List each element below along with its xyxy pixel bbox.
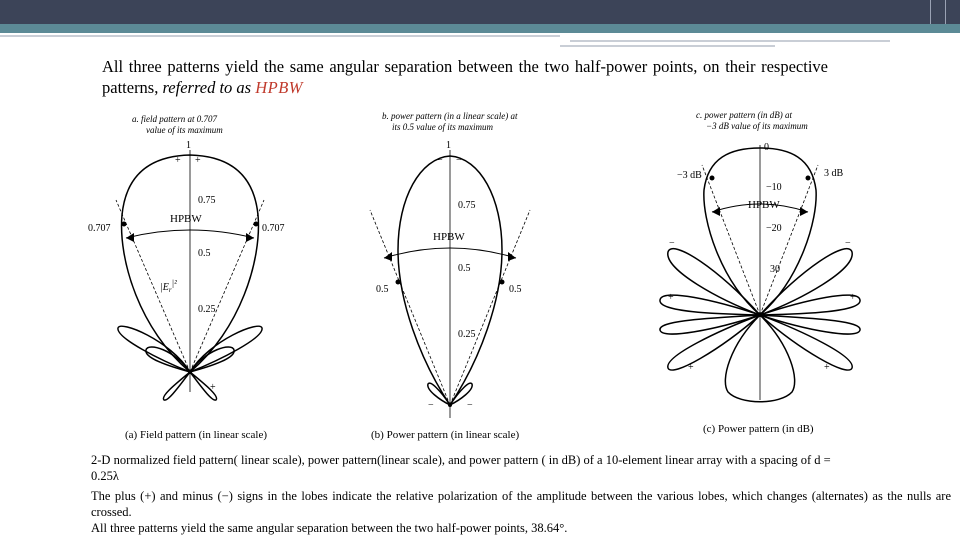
- title-text: All three patterns yield the same angular separation between the two half-power points, on their respective patterns,: [102, 57, 828, 97]
- panel-c-sign: +: [668, 292, 674, 303]
- title-italic: referred to as: [162, 78, 252, 97]
- panel-b-sign: −: [437, 155, 443, 166]
- panel-c-ring-label: −20: [766, 223, 782, 234]
- figure-notes: [91, 452, 951, 536]
- panel-b-subtitle-line2: its 0.5 value of its maximum: [392, 122, 493, 132]
- panel-a-diagram: [116, 150, 264, 400]
- panel-a-caption: (a) Field pattern (in linear scale): [125, 429, 268, 441]
- panel-b-origin: [448, 403, 452, 407]
- note-polarization: The plus (+) and minus (−) signs in the lobes indicate the relative polarization of the amplitude between the various lobes, which changes (alternates) as the nulls are crossed.: [91, 489, 951, 519]
- panel-a-beam-line: [190, 200, 264, 372]
- panel-c-hpbw-label: HPBW: [748, 199, 780, 211]
- panel-a-ring-label: 0.75: [198, 195, 216, 206]
- panel-c-side-lobe: [668, 315, 760, 370]
- panel-b-subtitle-line1: b. power pattern (in a linear scale) at: [382, 111, 518, 121]
- note-hpbw: All three patterns yield the same angular separation between the two half-power points, 38.64°.: [91, 521, 568, 535]
- panel-c-arrowhead: [712, 207, 720, 216]
- note-description: 2-D normalized field pattern( linear scale), power pattern(linear scale), and power pattern ( in dB) of a 10-element linear array with a spacing of d = 0.25λ: [91, 453, 831, 483]
- panel-a-top-value: 1: [186, 140, 191, 151]
- panel-a-ring-label: 0.25: [198, 304, 216, 315]
- panel-b-ring-label: 0.25: [458, 329, 476, 340]
- panel-c-side-lobe: [760, 315, 852, 370]
- panel-c-subtitle-line1: c. power pattern (in dB) at: [696, 110, 792, 120]
- panel-b-arrowhead: [508, 252, 516, 261]
- panel-c-side-lobe: [668, 249, 760, 315]
- panel-a-ring-label: 0.5: [198, 248, 211, 259]
- panel-b-hp-point: [396, 280, 401, 285]
- panel-c-sign: +: [688, 362, 694, 373]
- panel-c-ring-label: −10: [766, 182, 782, 193]
- panel-a-sign: +: [195, 155, 201, 166]
- panel-a-side-lobe: [190, 326, 262, 372]
- panel-a-arrowhead: [126, 233, 134, 242]
- panel-c-sign: +: [850, 292, 856, 303]
- panel-c-hp-point: [806, 176, 811, 181]
- panel-c-sign: −: [845, 238, 851, 249]
- panel-b-arrowhead: [384, 252, 392, 261]
- panel-a-subtitle-line2: value of its maximum: [146, 125, 223, 135]
- panel-a-field-label: $|E_r|^2$: [160, 278, 177, 294]
- panel-c-sign: +: [824, 362, 830, 373]
- panel-b-hp-label: 0.5: [509, 284, 522, 295]
- panel-c-sign: −: [669, 238, 675, 249]
- panel-b-sign: −: [428, 400, 434, 411]
- panel-a-arrowhead: [246, 233, 254, 242]
- panel-a-hpbw-label: HPBW: [170, 213, 202, 225]
- panel-b-sign: −: [467, 400, 473, 411]
- panel-a-side-lobe: [118, 326, 190, 372]
- panel-c-arrowhead: [800, 207, 808, 216]
- panel-b-diagram: [370, 150, 530, 418]
- panel-c-side-lobe: [760, 249, 852, 315]
- panel-a-beam-line: [116, 200, 190, 372]
- panel-b-hpbw-label: HPBW: [433, 231, 465, 243]
- panel-c-sign: −: [757, 397, 763, 408]
- panel-b-hp-point: [500, 280, 505, 285]
- panel-c-hp-label: −3 dB: [677, 170, 702, 181]
- panel-c-hp-label: 3 dB: [824, 168, 844, 179]
- panel-b-ring-label: 0.5: [458, 263, 471, 274]
- panel-c-ring-label: 30: [770, 264, 780, 275]
- panel-b-top-value: 1: [446, 140, 451, 151]
- panel-a-subtitle-line1: a. field pattern at 0.707: [132, 114, 217, 124]
- panel-b-hp-label: 0.5: [376, 284, 389, 295]
- panel-a-sign: +: [210, 382, 216, 393]
- panel-a-hp-point: [122, 222, 127, 227]
- panel-b-sign: −: [456, 155, 462, 166]
- panel-b-caption: (b) Power pattern (in linear scale): [371, 429, 520, 441]
- panel-a-hp-point: [254, 222, 259, 227]
- panel-a-sign: +: [175, 155, 181, 166]
- panel-c-subtitle-line2: −3 dB value of its maximum: [706, 121, 808, 131]
- panel-c-hp-point: [710, 176, 715, 181]
- panel-a-origin: [188, 370, 192, 374]
- panel-c-caption: (c) Power pattern (in dB): [703, 423, 814, 435]
- title-accent: HPBW: [255, 78, 304, 97]
- panel-a-hp-label: 0.707: [88, 223, 111, 234]
- panel-c-origin: [758, 313, 762, 317]
- panel-b-ring-label: 0.75: [458, 200, 476, 211]
- panel-a-hp-label: 0.707: [262, 223, 285, 234]
- panel-c-top-value: 0: [764, 142, 769, 153]
- panel-a-side-lobe: [163, 372, 190, 400]
